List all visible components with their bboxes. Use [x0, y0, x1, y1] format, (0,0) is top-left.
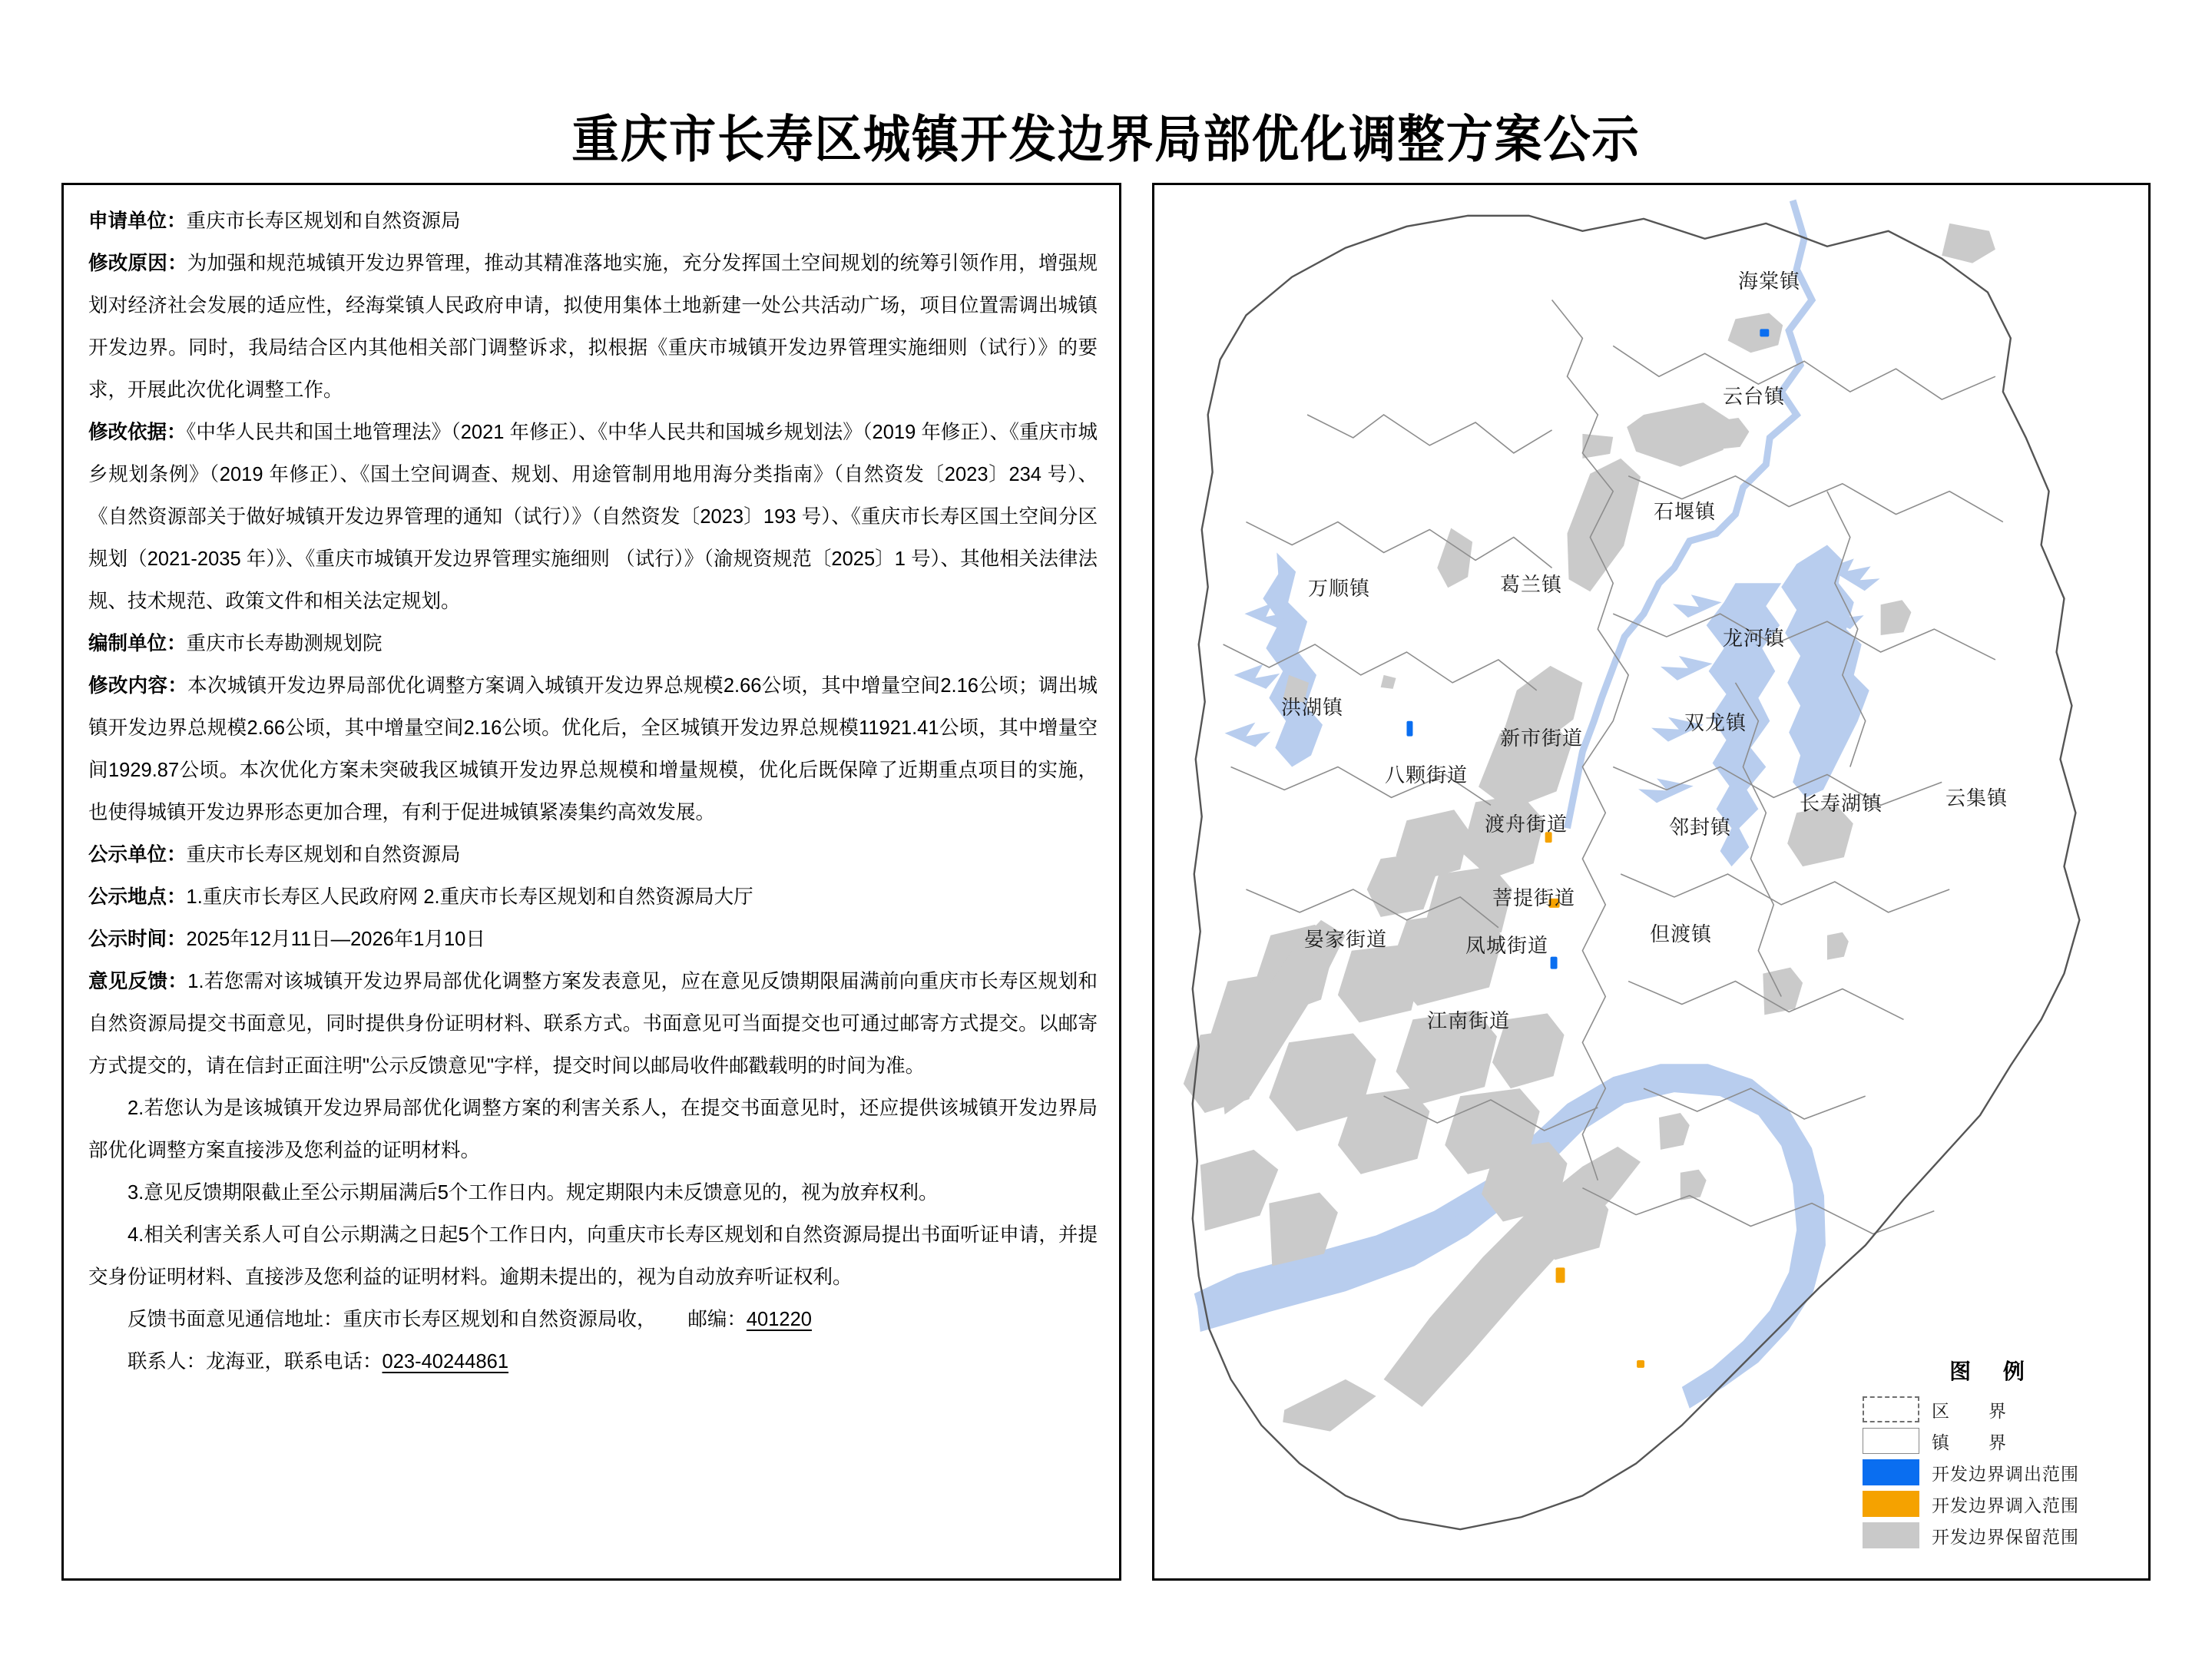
retained-area-swatch-icon	[1863, 1522, 1919, 1548]
address-row	[88, 1299, 1098, 1341]
contact-label: 联系人：	[127, 1351, 207, 1373]
postcode-value: 401220	[746, 1309, 812, 1330]
map-label-duzhou: 渡舟街道	[1485, 813, 1568, 836]
adjust-in-swatch-icon	[1863, 1491, 1919, 1517]
legend-item-town-boundary	[1863, 1428, 2116, 1454]
map-label-fengcheng: 凤城街道	[1465, 935, 1549, 958]
feedback-row-3	[88, 1172, 1098, 1214]
postcode-label: 邮编：	[687, 1309, 747, 1330]
legend-label-adjust-in: 开发边界调入范围	[1932, 1495, 2079, 1516]
map-label-xinshi: 新市街道	[1500, 727, 1584, 750]
legend-item-retained	[1863, 1522, 2116, 1548]
reason-row	[88, 243, 1098, 412]
map-label-honghu: 洪湖镇	[1281, 697, 1344, 720]
map-label-longhe: 龙河镇	[1723, 628, 1786, 651]
applicant-value: 重庆市长寿区规划和自然资源局	[186, 210, 461, 232]
page-title: 重庆市长寿区城镇开发边界局部优化调整方案公示	[571, 110, 1641, 169]
map-label-yanjia: 晏家街道	[1304, 929, 1388, 952]
legend-label-retained: 开发边界保留范围	[1932, 1527, 2079, 1548]
map-label-gelan: 葛兰镇	[1500, 574, 1563, 597]
legend-label-adjust-out: 开发边界调出范围	[1932, 1464, 2079, 1485]
address-value: 重庆市长寿区规划和自然资源局收，	[343, 1309, 657, 1330]
contact-value: 龙海亚	[206, 1351, 265, 1373]
notice-body	[88, 200, 1098, 1383]
applicant-row	[88, 200, 1098, 243]
contact-row	[88, 1341, 1098, 1383]
legend-label-district-boundary: 区 界	[1932, 1401, 2017, 1422]
map-label-dandu: 但渡镇	[1650, 923, 1713, 946]
feedback-item-3: 3.意见反馈期限截止至公示期届满后5个工作日内。规定期限内未反馈意见的，视为放弃权利。	[127, 1182, 939, 1204]
content-value: 本次城镇开发边界局部优化调整方案调入城镇开发边界总规模2.66公顷，其中增量空间2.16公顷；调出城镇开发边界总规模2.66公顷，其中增量空间2.16公顷。优化后，全区城镇开发边界总规模11921.41公顷，其中增量空间1929.87公顷。本次优化方案未突破我区城镇开发边界总规模和增量规模，优化后既保障了近期重点项目的实施，也使得城镇开发边界形态更加合理，有利于促进城镇紧凑集约高效发展。	[88, 675, 1098, 823]
legend-item-adjust-in	[1863, 1491, 2116, 1517]
map-legend	[1863, 1355, 2116, 1554]
adjust-out-swatch-icon	[1863, 1459, 1919, 1485]
applicant-label: 申请单位：	[88, 210, 187, 232]
feedback-item-4: 4.相关利害关系人可自公示期满之日起5个工作日内，向重庆市长寿区规划和自然资源局提出书面听证申请，并提交身份证明材料、直接涉及您利益的证明材料。逾期未提出的，视为自动放弃听证权利。	[88, 1224, 1098, 1288]
map-label-wanshun: 万顺镇	[1308, 578, 1371, 601]
town-boundary-swatch-icon	[1863, 1428, 1919, 1454]
map-label-shuanglong: 双龙镇	[1684, 712, 1747, 735]
publisher-row	[88, 834, 1098, 876]
publisher-value: 重庆市长寿区规划和自然资源局	[186, 844, 461, 866]
map-label-shiyan: 石堰镇	[1654, 501, 1717, 524]
map-label-linfeng: 邻封镇	[1669, 816, 1732, 839]
map-label-yuntai: 云台镇	[1723, 386, 1786, 409]
feedback-item-2: 2.若您认为是该城镇开发边界局部优化调整方案的利害关系人，在提交书面意见时，还应提供该城镇开发边界局部优化调整方案直接涉及您利益的证明材料。	[88, 1098, 1098, 1161]
basis-value: 《中华人民共和国土地管理法》（2021 年修正）、《中华人民共和国城乡规划法》（2019 年修正）、《重庆市城乡规划条例》（2019 年修正）、《国土空间调查、规划、用途管制用地用海分类指南》（自然资发〔2023〕234 号）、《自然资源部关于做好城镇开发边界管理的通知（试行）》（自然资发〔2023〕193 号）、《重庆市长寿区国土空间分区规划（2021-2035 年）》、《重庆市城镇开发边界管理实施细则 （试行）》（渝规资规范〔2025〕1 号）、其他相关法律法规、技术规范、政策文件和相关法定规划。	[88, 422, 1098, 612]
place-label: 公示地点：	[88, 886, 187, 908]
legend-title: 图 例	[1949, 1359, 2037, 1384]
time-label: 公示时间：	[88, 929, 187, 950]
map-label-jiangnan: 江南街道	[1427, 1010, 1511, 1033]
district-boundary-layer	[1193, 216, 2080, 1529]
legend-item-district-boundary	[1863, 1396, 2116, 1422]
content-label: 修改内容：	[88, 675, 188, 697]
phone-label: ，联系电话：	[264, 1351, 382, 1373]
basis-label: 修改依据：	[88, 422, 187, 443]
time-row	[88, 919, 1098, 961]
place-value: 1.重庆市长寿区人民政府网 2.重庆市长寿区规划和自然资源局大厅	[186, 886, 753, 908]
content-row	[88, 665, 1098, 834]
reason-label: 修改原因：	[88, 253, 187, 274]
map-label-bake: 八颗街道	[1385, 764, 1469, 787]
compiler-row	[88, 623, 1098, 665]
time-value: 2025年12月11日—2026年1月10日	[186, 929, 485, 950]
feedback-row-4	[88, 1214, 1098, 1299]
place-row	[88, 876, 1098, 919]
phone-value: 023-40244861	[382, 1351, 509, 1373]
feedback-row-1	[88, 961, 1098, 1088]
compiler-value: 重庆市长寿勘测规划院	[186, 633, 382, 654]
map-label-puti: 菩提街道	[1492, 887, 1576, 910]
map-label-haitang: 海棠镇	[1738, 270, 1801, 293]
notice-panel	[61, 183, 1121, 1581]
map-panel	[1152, 183, 2151, 1581]
legend-label-town-boundary: 镇 界	[1932, 1432, 2017, 1453]
district-boundary-swatch-icon	[1863, 1396, 1919, 1422]
address-label: 反馈书面意见通信地址：	[127, 1309, 343, 1330]
legend-item-adjust-out	[1863, 1459, 2116, 1485]
feedback-row-2	[88, 1088, 1098, 1172]
feedback-label: 意见反馈：	[88, 971, 188, 992]
reason-value: 为加强和规范城镇开发边界管理，推动其精准落地实施，充分发挥国土空间规划的统筹引领作用，增强规划对经济社会发展的适应性，经海棠镇人民政府申请，拟使用集体土地新建一处公共活动广场，项目位置需调出城镇开发边界。同时，我局结合区内其他相关部门调整诉求，拟根据《重庆市城镇开发边界管理实施细则（试行）》的要求，开展此次优化调整工作。	[88, 253, 1098, 401]
feedback-item-1: 1.若您需对该城镇开发边界局部优化调整方案发表意见，应在意见反馈期限届满前向重庆市长寿区规划和自然资源局提交书面意见，同时提供身份证明材料、联系方式。书面意见可当面提交也可通过邮寄方式提交。以邮寄方式提交的，请在信封正面注明"公示反馈意见"字样，提交时间以邮局收件邮戳载明的时间为准。	[88, 971, 1098, 1077]
map-label-changshouhu: 长寿湖镇	[1800, 793, 1883, 816]
basis-row	[88, 412, 1098, 623]
publisher-label: 公示单位：	[88, 844, 187, 866]
compiler-label: 编制单位：	[88, 633, 187, 654]
map-label-yunji: 云集镇	[1945, 787, 2008, 810]
